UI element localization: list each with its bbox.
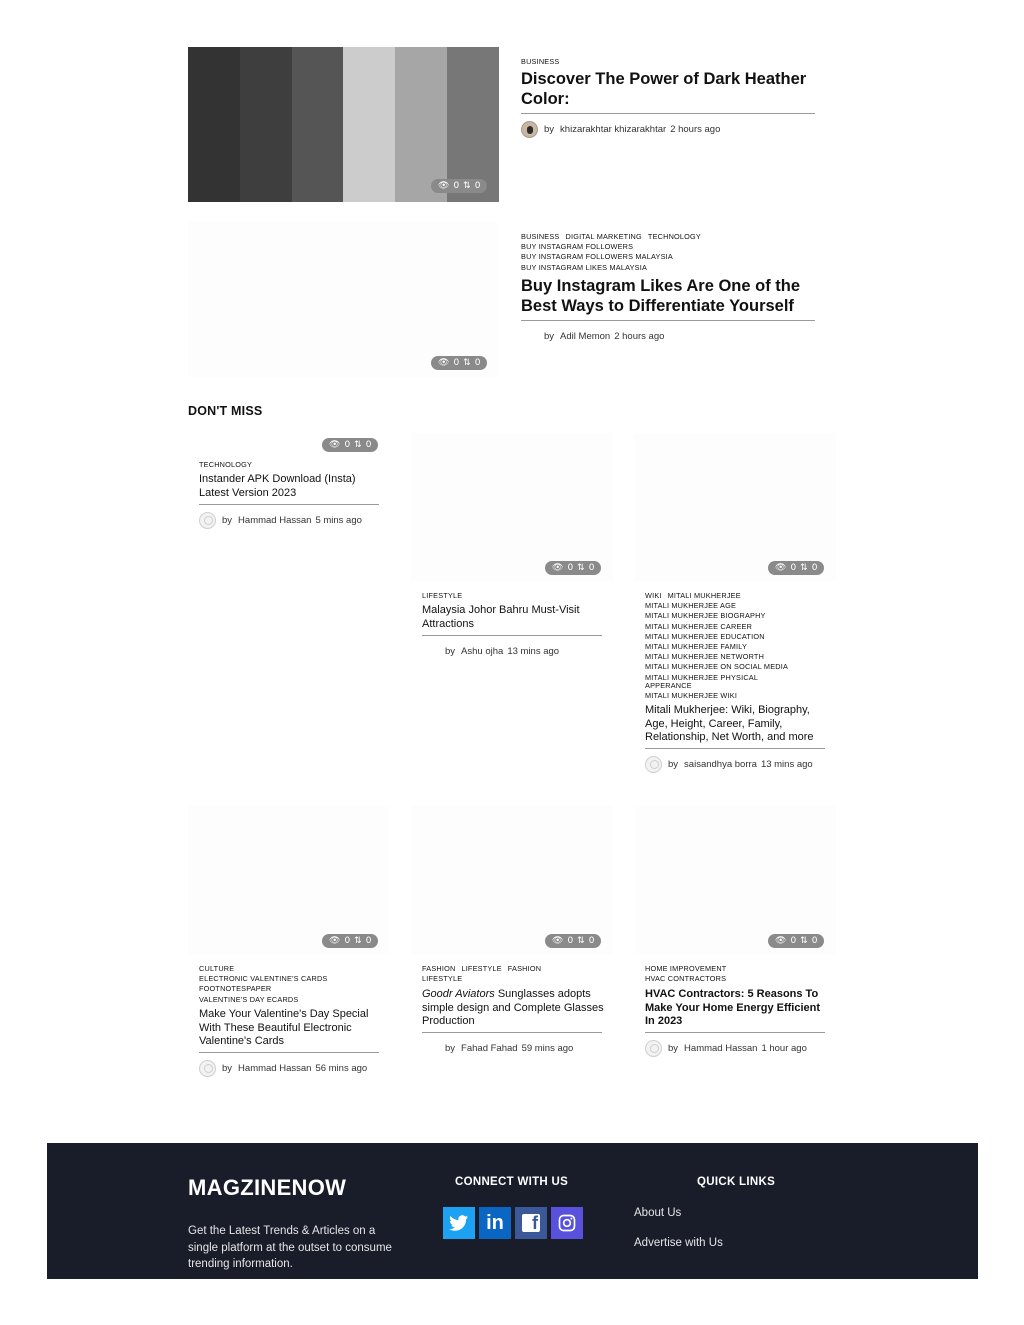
featured-thumbnail[interactable] bbox=[188, 222, 499, 377]
stats-badge: 👁 0 ⇅ 0 bbox=[431, 179, 487, 193]
divider bbox=[422, 1032, 602, 1033]
stats-badge: 👁 0 ⇅ 0 bbox=[431, 356, 487, 370]
user-avatar-icon bbox=[645, 1040, 662, 1057]
category-list bbox=[521, 57, 566, 67]
article-title[interactable]: Malaysia Johor Bahru Must-Visit Attractions bbox=[422, 604, 580, 630]
category-tag[interactable]: MITALI MUKHERJEE bbox=[667, 591, 741, 600]
stats-badge: 👁 0 ⇅ 0 bbox=[322, 438, 378, 452]
author-name[interactable]: Fahad Fahad bbox=[461, 1043, 518, 1054]
stats-badge: 👁 0 ⇅ 0 bbox=[768, 934, 824, 948]
connect-heading: CONNECT WITH US bbox=[455, 1176, 569, 1188]
category-tag[interactable]: ELECTRONIC VALENTINE'S CARDS bbox=[199, 974, 328, 984]
article-title[interactable]: Make Your Valentine's Day Special With These Beautiful Electronic Valentine's Cards bbox=[199, 1008, 369, 1047]
article-meta: by Ashu ojha 13 mins ago bbox=[422, 643, 559, 660]
category-tag[interactable]: FOOTNOTESPAPER bbox=[199, 984, 272, 994]
author-avatar bbox=[422, 1040, 439, 1057]
author-avatar bbox=[521, 328, 538, 345]
category-tag[interactable]: TECHNOLOGY bbox=[199, 460, 253, 469]
share-icon: ⇅ bbox=[577, 563, 585, 573]
author-avatar bbox=[521, 121, 538, 138]
article-meta: by saisandhya borra 13 mins ago bbox=[645, 756, 813, 773]
color-swatch bbox=[240, 47, 292, 202]
category-tag[interactable]: FASHION LIFESTYLE bbox=[422, 964, 542, 984]
divider bbox=[199, 1052, 379, 1053]
twitter-icon[interactable] bbox=[443, 1207, 475, 1239]
author-name[interactable]: saisandhya borra bbox=[684, 759, 757, 770]
quick-links-heading: QUICK LINKS bbox=[697, 1176, 776, 1188]
article-title[interactable]: HVAC Contractors: 5 Reasons To Make Your Home Energy Efficient In 2023 bbox=[645, 988, 821, 1027]
article-meta: by Hammad Hassan 56 mins ago bbox=[199, 1060, 367, 1077]
eye-icon: 👁 bbox=[775, 936, 787, 946]
category-tag[interactable]: VALENTINE'S DAY ECARDS bbox=[199, 994, 299, 1004]
category-tag[interactable]: TECHNOLOGY bbox=[647, 232, 701, 241]
article-title[interactable]: Discover The Power of Dark Heather Color: bbox=[521, 70, 807, 108]
category-list bbox=[422, 964, 572, 984]
divider bbox=[645, 1032, 825, 1033]
category-tag[interactable]: LIFESTYLE bbox=[461, 964, 502, 973]
category-tag[interactable]: MITALI MUKHERJEE AGE bbox=[645, 601, 737, 611]
stats-badge: 👁 0 ⇅ 0 bbox=[768, 561, 824, 575]
category-tag[interactable]: MITALI MUKHERJEE NETWORTH bbox=[645, 652, 765, 662]
timestamp: 1 hour ago bbox=[761, 1043, 807, 1054]
share-icon: ⇅ bbox=[463, 181, 471, 191]
divider bbox=[645, 748, 825, 749]
article-meta: by Hammad Hassan 1 hour ago bbox=[645, 1040, 807, 1057]
footer-link-about[interactable]: About Us bbox=[634, 1207, 682, 1219]
article-meta: by Fahad Fahad 59 mins ago bbox=[422, 1040, 573, 1057]
share-icon: ⇅ bbox=[800, 563, 808, 573]
category-tag[interactable]: BUSINESS bbox=[521, 232, 560, 241]
card-thumbnail[interactable] bbox=[411, 806, 613, 954]
eye-icon: 👁 bbox=[775, 563, 787, 573]
article-card bbox=[188, 806, 390, 1086]
article-card bbox=[188, 433, 388, 533]
color-swatch bbox=[292, 47, 344, 202]
timestamp: 13 mins ago bbox=[760, 759, 813, 770]
category-tag[interactable]: MITALI MUKHERJEE CAREER bbox=[645, 621, 753, 631]
divider bbox=[199, 504, 379, 505]
category-tag[interactable]: LIFESTYLE bbox=[422, 591, 463, 600]
share-icon: ⇅ bbox=[800, 936, 808, 946]
color-swatch bbox=[343, 47, 395, 202]
category-tag[interactable]: BUSINESS bbox=[521, 57, 560, 66]
author-name[interactable]: khizarakhtar khizarakhtar bbox=[560, 124, 667, 135]
timestamp: 13 mins ago bbox=[507, 646, 560, 657]
author-name[interactable]: Hammad Hassan bbox=[684, 1043, 758, 1054]
site-footer bbox=[47, 1143, 978, 1279]
instagram-icon[interactable] bbox=[551, 1207, 583, 1239]
article-card bbox=[411, 806, 613, 1066]
eye-icon: 👁 bbox=[552, 936, 564, 946]
author-avatar bbox=[422, 643, 439, 660]
category-tag[interactable]: HVAC CONTRACTORS bbox=[645, 974, 727, 984]
category-tag[interactable]: CULTURE bbox=[199, 964, 235, 973]
social-links bbox=[443, 1207, 583, 1239]
category-tag[interactable]: BUY INSTAGRAM LIKES MALAYSIA bbox=[521, 262, 648, 272]
author-name[interactable]: Hammad Hassan bbox=[238, 515, 312, 526]
article-card bbox=[634, 806, 836, 1066]
article-card bbox=[634, 433, 836, 778]
category-list bbox=[645, 964, 825, 984]
featured-article-2 bbox=[188, 222, 818, 378]
user-avatar-icon bbox=[645, 756, 662, 773]
category-tag[interactable]: MITALI MUKHERJEE PHYSICAL APPERANCE bbox=[645, 672, 758, 690]
card-thumbnail[interactable] bbox=[634, 433, 836, 581]
share-icon: ⇅ bbox=[354, 936, 362, 946]
card-thumbnail[interactable] bbox=[634, 806, 836, 954]
eye-icon: 👁 bbox=[438, 358, 450, 368]
user-avatar-icon bbox=[199, 512, 216, 529]
eye-icon: 👁 bbox=[438, 181, 450, 191]
stats-badge: 👁 0 ⇅ 0 bbox=[545, 934, 601, 948]
divider bbox=[422, 635, 602, 636]
article-meta: by Adil Memon 2 hours ago bbox=[521, 328, 664, 345]
eye-icon: 👁 bbox=[329, 440, 341, 450]
category-tag[interactable]: MITALI MUKHERJEE EDUCATION bbox=[645, 631, 765, 641]
featured-article-1 bbox=[188, 47, 818, 203]
share-icon: ⇅ bbox=[463, 358, 471, 368]
author-name[interactable]: Hammad Hassan bbox=[238, 1063, 312, 1074]
article-title[interactable]: Mitali Mukherjee: Wiki, Biography, Age, Height, Career, Family, Relationship, Net Worth, and more bbox=[645, 704, 814, 743]
category-tag[interactable]: MITALI MUKHERJEE ON SOCIAL MEDIA bbox=[645, 662, 789, 672]
author-name[interactable]: Adil Memon bbox=[560, 331, 611, 342]
stats-badge: 👁 0 ⇅ 0 bbox=[322, 934, 378, 948]
article-card bbox=[411, 433, 613, 663]
card-thumbnail[interactable] bbox=[411, 433, 613, 581]
eye-icon: 👁 bbox=[552, 563, 564, 573]
divider bbox=[521, 320, 815, 321]
category-list bbox=[645, 591, 805, 701]
article-meta: by khizarakhtar khizarakhtar 2 hours ago bbox=[521, 121, 720, 138]
article-title[interactable]: Goodr Aviators Sunglasses adopts simple design and Complete Glasses Production bbox=[422, 988, 604, 1027]
section-title: DON'T MISS bbox=[188, 404, 263, 418]
facebook-icon[interactable]: f bbox=[515, 1207, 547, 1239]
timestamp: 2 hours ago bbox=[670, 124, 721, 135]
category-tag[interactable]: MITALI MUKHERJEE BIOGRAPHY bbox=[645, 611, 766, 621]
article-title[interactable]: Buy Instagram Likes Are One of the Best Ways to Differentiate Yourself bbox=[521, 277, 801, 315]
category-tag[interactable]: BUY INSTAGRAM FOLLOWERS MALAYSIA bbox=[521, 252, 673, 262]
category-list bbox=[199, 964, 379, 1005]
category-tag[interactable]: DIGITAL MARKETING bbox=[565, 232, 642, 241]
timestamp: 59 mins ago bbox=[521, 1043, 574, 1054]
timestamp: 2 hours ago bbox=[614, 331, 665, 342]
product-name: Goodr Aviators bbox=[422, 988, 495, 1000]
color-swatch bbox=[188, 47, 240, 202]
linkedin-icon[interactable]: in bbox=[479, 1207, 511, 1239]
card-thumbnail[interactable] bbox=[188, 806, 390, 954]
share-icon: ⇅ bbox=[354, 440, 362, 450]
share-icon: ⇅ bbox=[577, 936, 585, 946]
footer-tagline: Get the Latest Trends & Articles on a single platform at the outset to consume trending information. bbox=[188, 1225, 392, 1270]
author-name[interactable]: Ashu ojha bbox=[461, 646, 504, 657]
category-tag[interactable]: WIKI bbox=[645, 591, 662, 600]
article-title[interactable]: Instander APK Download (Insta) Latest Version 2023 bbox=[199, 473, 356, 499]
category-tag[interactable]: BUY INSTAGRAM FOLLOWERS bbox=[521, 242, 634, 252]
article-meta: by Hammad Hassan 5 mins ago bbox=[199, 512, 362, 529]
category-tag[interactable]: HOME IMPROVEMENT bbox=[645, 964, 727, 973]
category-tag[interactable]: FASHION bbox=[422, 964, 456, 973]
timestamp: 56 mins ago bbox=[315, 1063, 368, 1074]
divider bbox=[521, 113, 815, 114]
footer-link-advertise[interactable]: Advertise with Us bbox=[634, 1237, 723, 1249]
category-tag[interactable]: MITALI MUKHERJEE WIKI bbox=[645, 690, 738, 700]
category-tag[interactable]: MITALI MUKHERJEE FAMILY bbox=[645, 642, 748, 652]
category-list bbox=[422, 591, 468, 601]
category-list bbox=[199, 460, 258, 470]
category-list bbox=[521, 232, 821, 273]
stats-badge: 👁 0 ⇅ 0 bbox=[545, 561, 601, 575]
footer-logo[interactable]: MAGZINENOW bbox=[188, 1175, 347, 1200]
eye-icon: 👁 bbox=[329, 936, 341, 946]
user-avatar-icon bbox=[199, 1060, 216, 1077]
timestamp: 5 mins ago bbox=[315, 515, 362, 526]
